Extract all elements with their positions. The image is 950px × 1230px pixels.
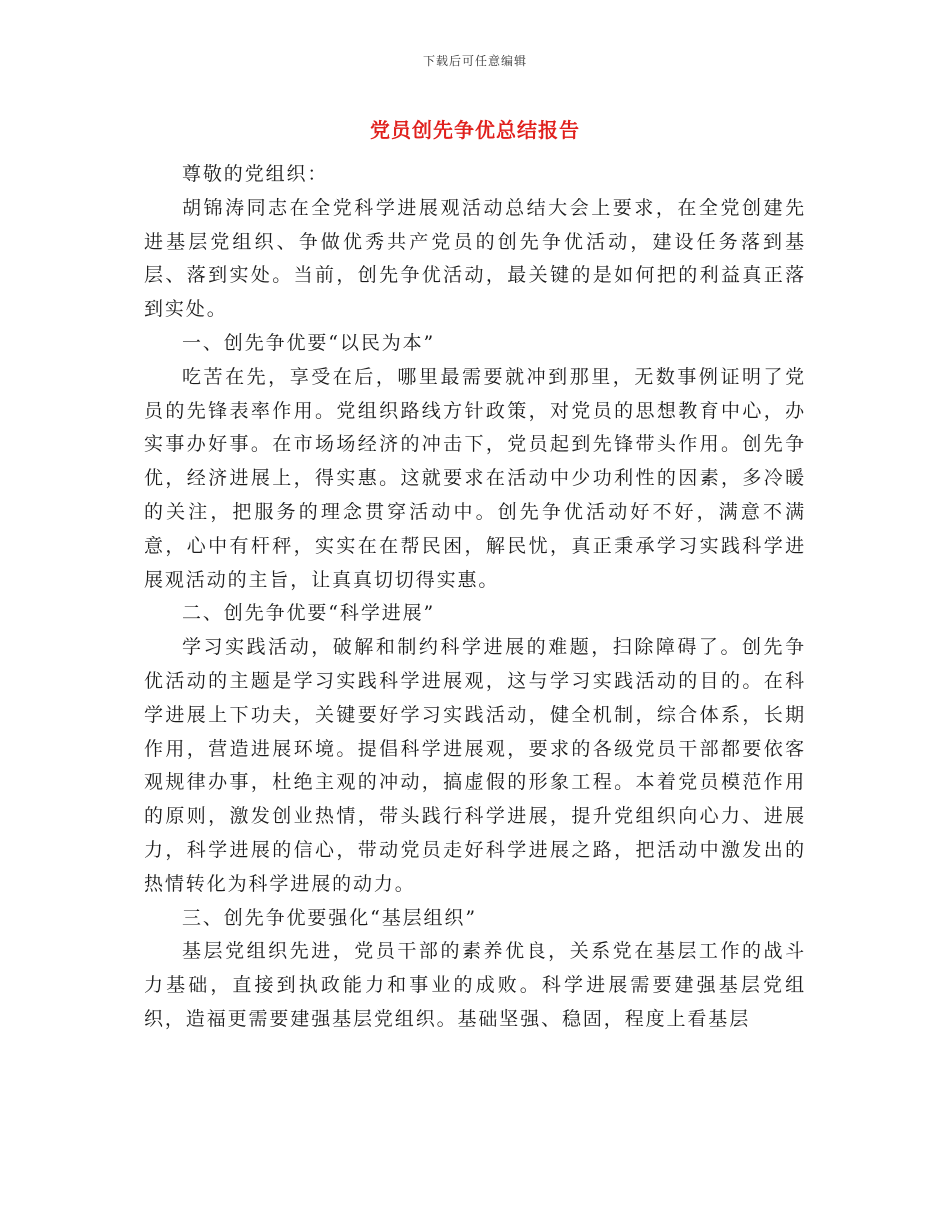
section-heading-1: 一、创先争优要“以民为本”: [182, 331, 436, 354]
paragraph-section-1: 吃苦在先，享受在后，哪里最需要就冲到那里，无数事例证明了党员的先锋表率作用。党组织路线方针政策，对党员的思想教育中心，办实事办好事。在市场场经济的冲击下，党员起到先锋带头作用。创先争优，经济进展上，得实惠。这就要求在活动中少功利性的因素，多冷暖的关注，把服务的理念贯穿活动中。创先争优活动好不好，满意不满意，心中有杆秤，实实在在帮民困，解民忧，真正秉承学习实践科学进展观活动的主旨，让真真切切得实惠。: [144, 365, 806, 591]
document-body: [144, 158, 806, 1037]
paragraph-intro: 胡锦涛同志在全党科学进展观活动总结大会上要求，在全党创建先进基层党组织、争做优秀共产党员的创先争优活动，建设任务落到基层、落到实处。当前，创先争优活动，最关键的是如何把的利益真正落到实处。: [144, 196, 806, 321]
header-note: 下载后可任意编辑: [422, 54, 527, 68]
section-heading-3: 三、创先争优要强化“基层组织”: [182, 906, 477, 929]
paragraph-section-2: 学习实践活动，破解和制约科学进展的难题，扫除障碍了。创先争优活动的主题是学习实践科学进展观，这与学习实践活动的目的。在科学进展上下功夫，关键要好学习实践活动，健全机制，综合体系，长期作用，营造进展环境。提倡科学进展观，要求的各级党员干部都要依客观规律办事，杜绝主观的冲动，搞虚假的形象工程。本着党员模范作用的原则，激发创业热情，带头践行科学进展，提升党组织向心力、进展力，科学进展的信心，带动党员走好科学进展之路，把活动中激发出的热情转化为科学进展的动力。: [144, 636, 806, 895]
document-title: 党员创先争优总结报告: [370, 118, 580, 142]
section-heading-2: 二、创先争优要“科学进展”: [182, 602, 436, 625]
paragraph-section-3: 基层党组织先进，党员干部的素养优良，关系党在基层工作的战斗力基础，直接到执政能力和事业的成败。科学进展需要建强基层党组织，造福更需要建强基层党组织。基础坚强、稳固，程度上看基层: [144, 940, 806, 1030]
salutation: 尊敬的党组织：: [182, 163, 329, 185]
